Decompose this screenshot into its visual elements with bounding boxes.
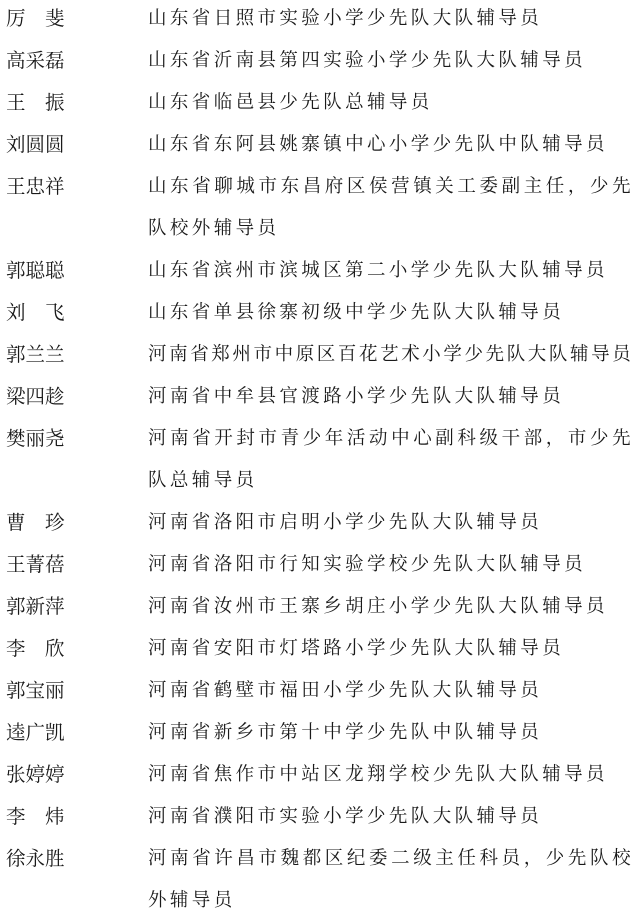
list-item	[0, 250, 640, 292]
person-name: 郭兰兰	[6, 343, 65, 366]
person-title: 河南省洛阳市行知实验学校少先队大队辅导员	[148, 554, 587, 575]
list-item	[0, 796, 640, 838]
person-name: 曹 珍	[6, 511, 65, 534]
list-item	[0, 124, 640, 166]
list-item	[0, 754, 640, 796]
person-name: 王菁蓓	[6, 553, 65, 576]
list-item	[0, 670, 640, 712]
person-name: 徐永胜	[6, 847, 65, 870]
list-item	[0, 292, 640, 334]
person-name: 高采磊	[6, 49, 65, 72]
person-title: 山东省临邑县少先队总辅导员	[148, 92, 433, 113]
person-title: 山东省沂南县第四实验小学少先队大队辅导员	[148, 50, 587, 71]
person-name: 厉 斐	[6, 7, 65, 30]
list-item	[0, 376, 640, 418]
person-title: 河南省新乡市第十中学少先队中队辅导员	[148, 722, 543, 743]
list-item	[0, 334, 640, 376]
person-name: 王 振	[6, 91, 65, 114]
person-name: 王忠祥	[6, 175, 65, 198]
person-title: 山东省聊城市东昌府区侯营镇关工委副主任，少先队校外辅导员	[148, 176, 634, 239]
list-item	[0, 40, 640, 82]
list-item	[0, 0, 640, 40]
list-item	[0, 712, 640, 754]
list-item	[0, 418, 640, 502]
list-item	[0, 82, 640, 124]
person-name: 郭宝丽	[6, 679, 65, 702]
list-item	[0, 502, 640, 544]
person-name: 刘 飞	[6, 301, 65, 324]
person-title: 山东省日照市实验小学少先队大队辅导员	[148, 8, 543, 29]
list-item	[0, 544, 640, 586]
person-title: 河南省开封市青少年活动中心副科级干部，市少先队总辅导员	[148, 428, 634, 491]
person-title: 河南省安阳市灯塔路小学少先队大队辅导员	[148, 638, 565, 659]
person-title: 河南省汝州市王寨乡胡庄小学少先队大队辅导员	[148, 596, 608, 617]
person-title: 河南省许昌市魏都区纪委二级主任科员，少先队校外辅导员	[148, 848, 634, 911]
person-name: 逵广凯	[6, 721, 65, 744]
person-name: 郭新萍	[6, 595, 65, 618]
person-title: 河南省濮阳市实验小学少先队大队辅导员	[148, 806, 543, 827]
person-name: 张婷婷	[6, 763, 65, 786]
list-item	[0, 838, 640, 922]
person-name: 郭聪聪	[6, 259, 65, 282]
list-item	[0, 586, 640, 628]
person-name: 李 炜	[6, 805, 65, 828]
person-name: 梁四趁	[6, 385, 65, 408]
list-item	[0, 628, 640, 670]
person-name: 刘圆圆	[6, 133, 65, 156]
person-title: 河南省中牟县官渡路小学少先队大队辅导员	[148, 386, 565, 407]
person-title: 山东省滨州市滨城区第二小学少先队大队辅导员	[148, 260, 608, 281]
list-item	[0, 166, 640, 250]
person-title: 山东省单县徐寨初级中学少先队大队辅导员	[148, 302, 565, 323]
person-title: 山东省东阿县姚寨镇中心小学少先队中队辅导员	[148, 134, 608, 155]
person-title: 河南省鹤壁市福田小学少先队大队辅导员	[148, 680, 543, 701]
person-name: 樊丽尧	[6, 427, 65, 450]
person-title: 河南省洛阳市启明小学少先队大队辅导员	[148, 512, 543, 533]
person-title: 河南省焦作市中站区龙翔学校少先队大队辅导员	[148, 764, 608, 785]
person-name: 李 欣	[6, 637, 65, 660]
person-title: 河南省郑州市中原区百花艺术小学少先队大队辅导员	[148, 344, 634, 365]
